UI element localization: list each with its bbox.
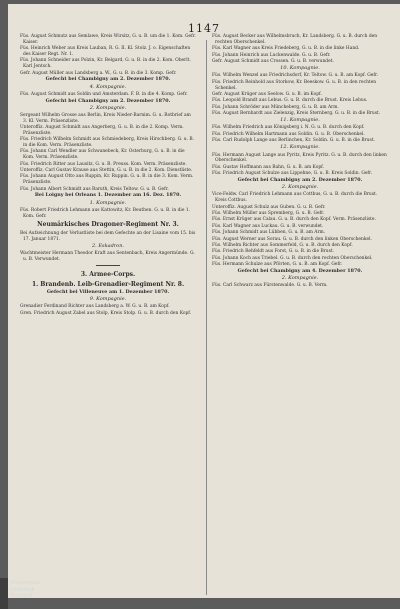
entry-text: Füs. Friedrich Wilhelm Schmidt aus Schmiedeberg, Kreis Hirschberg. G. u. B. in die Kom. Verm. Präsenzliste. <box>20 137 194 149</box>
entry-text: Füs. Johann Carl Wendler aus Schwanebeck, Kr. Osterburg, G. u. B. in die Kom. Verm. Präsenzliste. <box>20 149 185 161</box>
section-heading: 9. Kompagnie. <box>89 296 127 303</box>
section-heading: Gefecht bei Chambigny am 2. Dezember 1870. <box>45 97 171 104</box>
section-heading: 1. Kompagnie. <box>89 199 127 206</box>
section-heading: Neumärkisches Dragoner-Regiment Nr. 3. <box>37 221 179 229</box>
entry-text: Füs. August Bernhardt aus Zielenzig, Kreis Sternberg. G. u. B. in die Brust. <box>212 111 381 117</box>
entry-text: Füs. Wilhelm Wenzel aus Friedrichsdorf, Kr. Teltow. G. u. B. am Kopf. Gefr. <box>212 73 379 79</box>
entry-text: Füs. Ernst Krüger aus Calau. G. u. B. durch den Kopf. Verm. Präsenzliste. <box>212 217 376 223</box>
entry-text: Füs. Wilhelm Müller aus Spremberg, G. u. B. Gefr. <box>212 210 325 216</box>
footer-line: Universitäts- <box>10 580 42 586</box>
section-heading: 2. Eskadron. <box>92 242 124 249</box>
entry-text: Füs. Carl Rudolph Lange aus Berlinchen, Kr. Soldin. G. u. B. in die Brust. <box>212 138 375 144</box>
section-heading: Gefecht bei Chambigny am 4. Dezember 1870. <box>237 267 363 274</box>
library-footer <box>10 580 150 600</box>
entry-text: Füs. Gustav Hoffmann aus Bahn, G. u. B. am Kopf. <box>212 164 325 170</box>
library-logo-bar <box>0 578 8 609</box>
entry-text: Füs. Karl Wagner aus Kreis Friedeberg, G. u. B. in die linke Hand. <box>212 46 360 52</box>
footer-line: bibliothek <box>10 586 35 593</box>
section-heading: Bei Loigny bei Orleans 1. Dezember am 16. Dez. 1870. <box>34 192 182 199</box>
entry-text: Füs. Hermann August Lange aus Pyritz, Kreis Pyritz. G. u. B. durch den linken Oberschenkel. <box>212 152 387 164</box>
entry-text: Gren. Friedrich August Zabel aus Stolp, Kreis Stolp. G. u. B. durch den Kopf. <box>20 310 192 316</box>
entry-text: Füs. Friedrich August Schulze aus Lippehne, G. u. B. Kreis Soldin. Gefr. <box>212 171 373 177</box>
section-heading: Gefecht bei Chambigny am 2. Dezember 1870. <box>45 76 171 83</box>
entry-text: Füs. August Schmidt aus Soldin und Amsterdam. F. B. in die 4. Komp. Gefr. <box>20 91 188 97</box>
section-heading: 12. Kompagnie. <box>280 144 320 151</box>
entry-text: Unteroffiz. August Schulz aus Guben. G. u. B. Gefr. <box>212 204 326 210</box>
entry-text: Gefr. August Müller aus Landsberg a. W., G. u. B. in die 3. Komp. Gefr. <box>20 70 177 76</box>
entry-text: Füs. Friedrich Wilhelm Hartmann aus Soldin. G. u. B. Oberschenkel. <box>212 131 365 137</box>
entry-text: Füs. Karl Wagner aus Luckau. G. u. B. verwundet. <box>212 223 324 229</box>
section-heading: 4. Kompagnie. <box>89 83 127 90</box>
entry-text: Füs. Johann Schneider aus Polzin, Kr. Belgard, G. u. B. in die 2. Kom. Oberlt. Karl Jentsch. <box>20 58 191 70</box>
footer-line: Stuttgart <box>10 593 33 599</box>
column-divider <box>206 40 207 595</box>
entry-text: Füs. Wilhelm Richter aus Sommerfeld, G. u. B. durch den Kopf. <box>212 242 353 248</box>
entry-text: Grenadier Ferdinand Richter aus Landsberg a. W. G. u. B. am Kopf. <box>20 304 170 310</box>
entry-text: Füs. Leopold Brandt aus Lebus. G. u. B. durch die Brust. Kreis Lebus. <box>212 98 368 104</box>
section-heading: 1. Brandenb. Leib-Grenadier-Regiment Nr. 8. <box>31 280 185 288</box>
entry-text: Füs. Johann Heinrich aus Luckenwalde. G. u. B. Gefr. <box>212 52 331 58</box>
section-heading: 2. Kompagnie. <box>281 184 319 191</box>
entry-text: Füs. Johann August Otto aus Ruppin, Kr. Ruppin. G. u. B. in die 3. Kom. Verm. Präsenzliste. <box>20 174 194 186</box>
entry-text: Füs. Friedrich Rehfeldt aus Forst, G. u. B. in die Brust. <box>212 249 335 255</box>
section-heading: 2. Kompagnie. <box>281 275 319 282</box>
entry-text: Bei Aufzeichnung der Verlustliste bei dem Gefechte an der Lisaine vom 15. bis 17. Januar 1871. <box>20 230 196 242</box>
section-heading: 10. Kompagnie. <box>280 65 320 72</box>
section-separator <box>20 263 196 269</box>
entry-text: Füs. Robert Friedrich Lehmann aus Kattowitz, Kr. Beuthen. G. u. B. in die 1. Kom. Gefr. <box>20 207 191 219</box>
document-page <box>8 4 400 598</box>
entry-text: Füs. Carl Schwarz aus Fürstenwalde. G. u. B. Verm. <box>212 283 328 289</box>
entry-text: Gefr. August Krüger aus Seelow. G. u. B. im Kopf. <box>212 91 322 97</box>
entry-text: Unteroffiz. August Schmidt aus Angerberg, G. u. B. in die 2. Komp. Verm. Präsenzliste. <box>20 125 184 136</box>
entry-text: Füs. August Werner aus Sorau. G. u. B. durch den linken Oberschenkel. <box>212 236 372 242</box>
entry-text: Füs. Johann Schmidt aus Lübben, G. u. B. am Arm. <box>212 230 326 236</box>
entry-text: Vice-Feldw. Carl Friedrich Lehmann aus Cottbus, G. u. B. durch die Brust. Kreis Cottbus. <box>212 192 378 204</box>
entry-text: Wachtmeister Hermann Theodor Kraft aus Sentenbach, Kreis Angermünde. G. u. B. Verwundet. <box>20 251 195 262</box>
section-heading: 11. Kompagnie. <box>280 117 320 124</box>
entry-text: Füs. Friedrich Reinhold aus Storkow, Kr. Beeskow. G. u. B. in den rechten Schenkel. <box>212 79 377 91</box>
entry-text: Füs. Johann Albert Schmidt aus Baruth, Kreis Teltow. G. u. B. Gefr. <box>20 186 169 192</box>
page-number: 1147 <box>188 22 220 35</box>
entry-text: Sergeant Wilhelm Grosse aus Berlin, Kreis Nieder-Barnim. G. u. Rotbrief am 3. Kl. Verm. Präsenzliste. <box>20 112 191 124</box>
section-heading: Gefecht bei Villeneuve am 1. Dezember 1870. <box>46 289 170 296</box>
entry-text: Gefr. August Schmidt aus Crossen. G. u. B. verwundet. <box>212 58 334 64</box>
entry-text: Füs. Wilhelm Friedrich aus Königsberg i. N. G. u. B. durch den Kopf. <box>212 125 365 131</box>
entry-text: Füs. Friedrich Ritter aus Lausitz, G. u. B. Preuss. Kom. Verm. Präsenzliste. <box>20 161 187 167</box>
right-column <box>212 34 388 290</box>
section-heading: 3. Armee-Corps. <box>80 271 136 279</box>
entry-text: Füs. Heinrich Weber aus Kreis Lauban, R. G. II. Kl. Stolz. J. o. Eigenschaften des Kaiser Regt. Nr. 1. <box>20 46 191 57</box>
entry-text: Füs. Johann Schröder aus Müncheberg, G. u. B. am Arm. <box>212 104 339 110</box>
entry-text: Unteroffiz. Carl Gustav Krause aus Stettin, G. u. B. in die 2. Kom. Dienstliste. <box>20 168 193 174</box>
entry-text: Füs. August Schmutz aus Semlawe, Kreis Wirsitz, G. u. B. um die 1. Kom. Gefr. Kaiser. <box>20 34 196 45</box>
entry-text: Füs. Johann Koch aus Triebel. G. u. B. durch den rechten Oberschenkel. <box>212 255 373 261</box>
entry-text: Füs. Hermann Schulze aus Pförten, G. u. B. am Kopf. Gefr. <box>212 262 343 268</box>
section-heading: 2. Kompagnie. <box>89 104 127 111</box>
entry-text: Füs. August Becker aus Wilhelmsbruch, Kr. Landsberg. G. u. B. durch den rechten Oberschenkel. <box>212 34 378 45</box>
section-heading: Gefecht bei Chambigny am 2. Dezember 1870. <box>237 177 363 183</box>
left-column <box>20 34 196 317</box>
